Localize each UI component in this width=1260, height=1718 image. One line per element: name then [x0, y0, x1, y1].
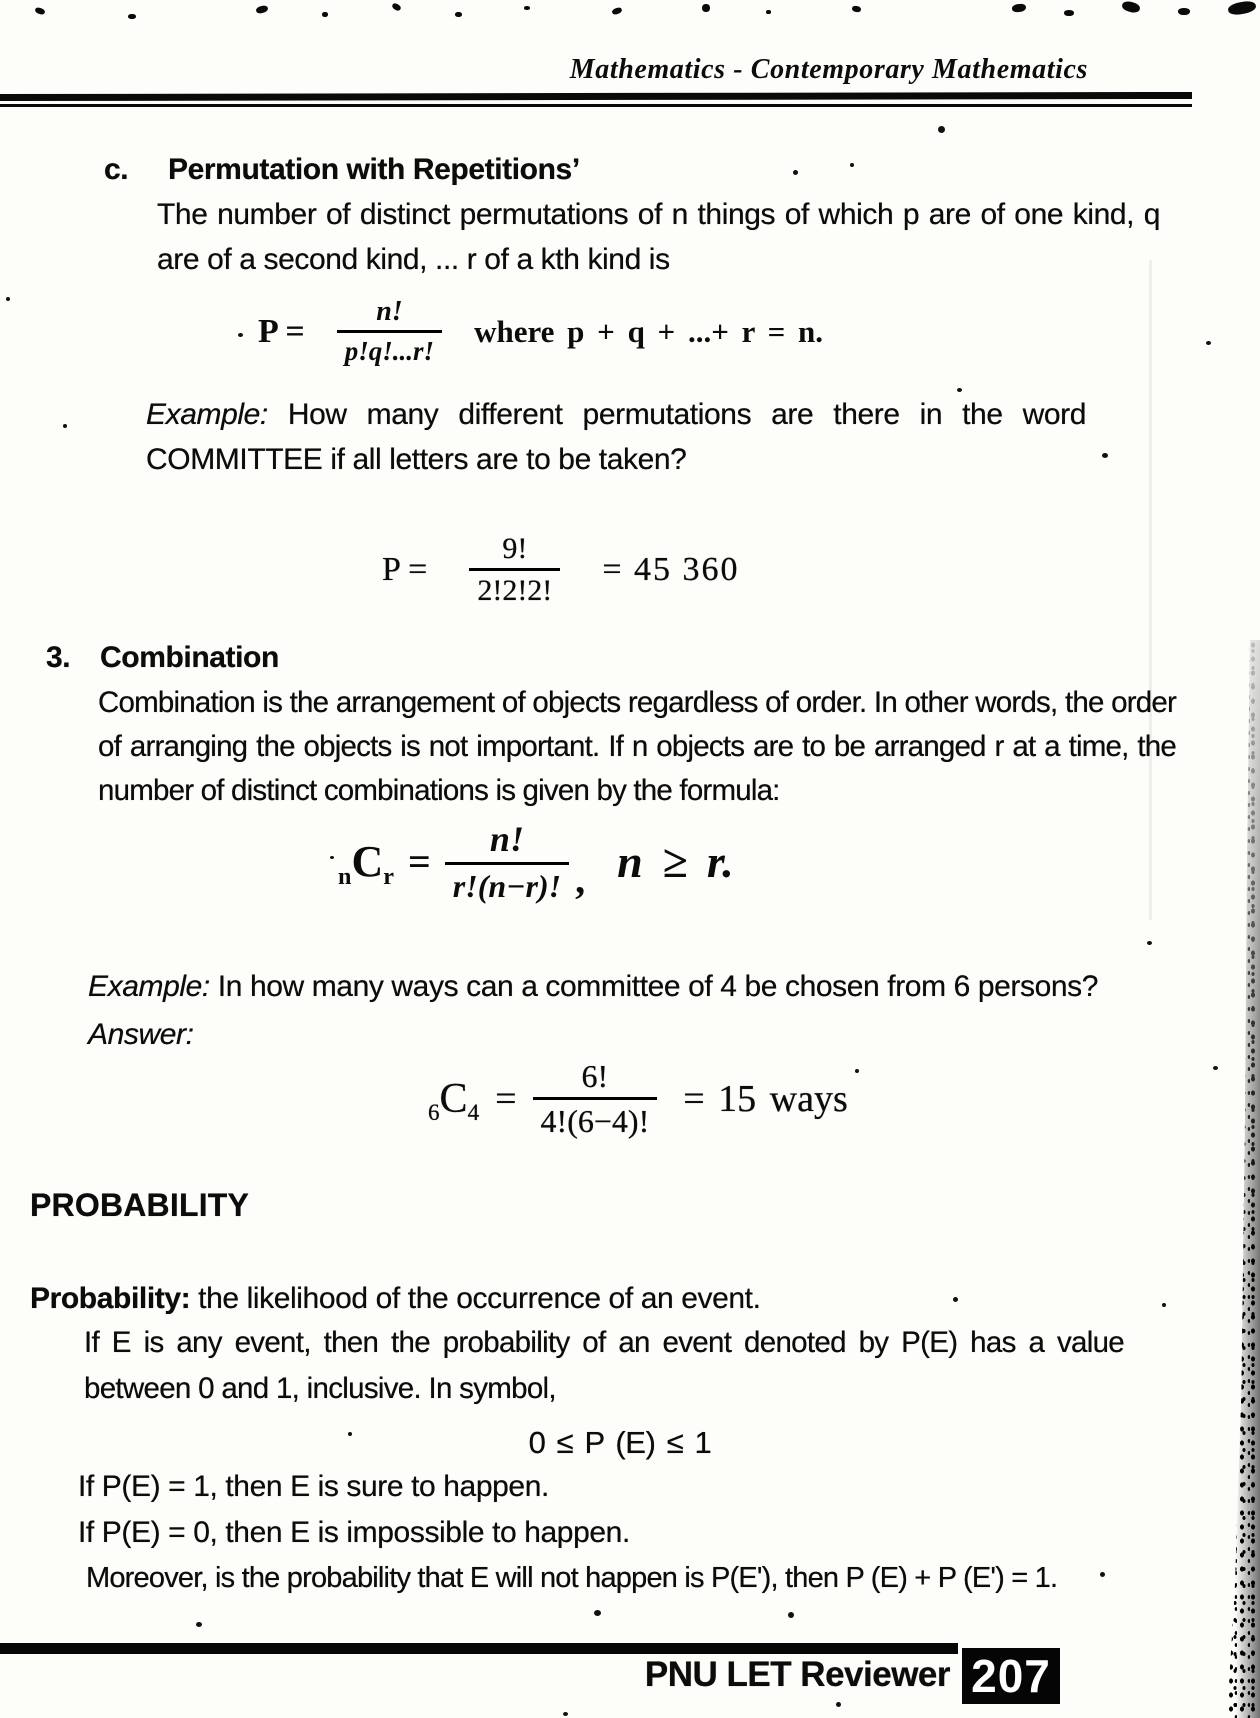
formula-permutation-repetition	[258, 296, 823, 367]
noise-dot	[330, 856, 334, 859]
formula-result: = 45 360	[602, 551, 740, 588]
noise-dot	[953, 1297, 958, 1302]
example-text: In how many ways can a committee of 4 be chosen from 6 persons?	[217, 970, 1099, 1003]
footer-label: PNU LET Reviewer	[644, 1655, 950, 1694]
noise-dot	[1102, 453, 1108, 458]
noise-dot	[594, 1610, 601, 1616]
noise-dot	[938, 126, 945, 133]
fraction-numerator: n!	[376, 296, 403, 327]
example-committee	[146, 392, 1086, 482]
probability-rule-complement: Moreover, is the probability that E will not happen is P(E'), then P (E) + P (E') = 1.	[86, 1562, 1058, 1594]
fraction-numerator: 6!	[581, 1058, 609, 1094]
ncr-pre-subscript: n	[338, 863, 352, 891]
section-c-paragraph: The number of distinct permutations of n things of which p are of one kind, q are of a second kind, ... r of a kth kind is	[157, 198, 1160, 276]
formula-fraction	[337, 296, 442, 367]
noise-dot	[793, 170, 798, 175]
noise-dot	[1213, 1066, 1218, 1070]
fraction-denominator: r!(n−r)!	[445, 862, 569, 905]
noise-dot	[563, 1712, 568, 1716]
probability-rule-impossible: If P(E) = 0, then E is impossible to happen.	[78, 1516, 630, 1549]
fraction-numerator: n!	[489, 819, 524, 859]
noise-dot	[788, 1612, 794, 1618]
formula-6c4	[428, 1058, 848, 1140]
formula-fraction	[533, 1058, 658, 1140]
probability-symbol-line: 0 ≤ P (E) ≤ 1	[528, 1425, 712, 1460]
formula-committee	[382, 532, 740, 608]
formula-condition: n ≥ r.	[617, 836, 734, 887]
header-rule-thin	[0, 104, 1192, 107]
answer-label: Answer:	[88, 1018, 194, 1051]
example-label: Example:	[88, 970, 210, 1003]
formula-fraction	[469, 532, 560, 608]
formula-condition: where p + q + ...+ r = n.	[474, 313, 823, 349]
6c4-post-subscript: 4	[467, 1099, 480, 1126]
fraction-denominator: 2!2!2!	[469, 568, 560, 608]
section-c-label: c.	[104, 153, 129, 186]
fraction-denominator: 4!(6−4)!	[533, 1097, 658, 1140]
noise-dot	[1162, 1303, 1166, 1307]
example-committee4	[88, 964, 1098, 1009]
header-rule-thick	[0, 92, 1192, 101]
scanner-streak	[1149, 260, 1152, 920]
noise-dot	[855, 1069, 859, 1073]
noise-dot	[836, 1702, 841, 1707]
6c4-pre-subscript: 6	[428, 1099, 440, 1126]
scan-noise-top	[0, 0, 1260, 32]
scan-noise-right-edge	[1224, 640, 1260, 1718]
noise-dot	[6, 297, 10, 301]
probability-rule-sure: If P(E) = 1, then E is sure to happen.	[78, 1470, 549, 1503]
formula-result: = 15 ways	[683, 1078, 848, 1120]
footer-page-number: 207	[962, 1648, 1060, 1704]
6c4-symbol: 6C4	[428, 1076, 480, 1126]
formula-ncr	[338, 818, 734, 905]
noise-dot	[850, 163, 854, 167]
section-3-label: 3.	[46, 641, 71, 674]
noise-dot	[196, 1622, 202, 1627]
fraction-denominator: p!q!...r!	[337, 330, 442, 367]
ncr-post-subscript: r	[383, 863, 394, 891]
section-3-paragraph: Combination is the arrangement of objects regardless of order. In other words, the order of arranging the objects is not important. If n objects are to be arranged r at a time, the number of distinct combinations is given by the formula:	[98, 686, 1176, 807]
example-label: Example:	[146, 398, 268, 431]
noise-dot	[1147, 941, 1152, 945]
definition-rest: the likelihood of the occurrence of an event.	[190, 1282, 761, 1315]
equals-sign: =	[495, 1078, 517, 1120]
formula-fraction	[445, 818, 569, 905]
footer-rule	[0, 1643, 958, 1654]
noise-dot	[238, 333, 243, 337]
noise-dot	[63, 424, 67, 428]
formula-lhs: P =	[382, 551, 428, 588]
equals-sign: =	[407, 839, 431, 884]
section-c-title: Permutation with Repetitions’	[168, 153, 580, 186]
comma-separator: ,	[575, 857, 586, 902]
example-text: How many different permutations are there in the word COMMITTEE if all letters are to be taken?	[146, 398, 1087, 476]
noise-dot	[1100, 1572, 1105, 1577]
formula-lhs: P =	[258, 312, 305, 350]
noise-dot	[348, 1432, 352, 1436]
page-header-title: Mathematics - Contemporary Mathematics	[569, 54, 1088, 85]
noise-dot	[957, 388, 962, 392]
definition-term: Probability:	[30, 1282, 191, 1315]
ncr-symbol: nCr	[338, 837, 394, 891]
probability-definition	[30, 1276, 761, 1321]
section-3-title: Combination	[100, 641, 279, 674]
probability-paragraph: If E is any event, then the probability of an event denoted by P(E) has a value between 0 and 1, inclusive. In symbol,	[84, 1326, 1124, 1405]
probability-heading: PROBABILITY	[30, 1187, 250, 1223]
fraction-numerator: 9!	[502, 532, 528, 565]
noise-dot	[1206, 341, 1211, 345]
